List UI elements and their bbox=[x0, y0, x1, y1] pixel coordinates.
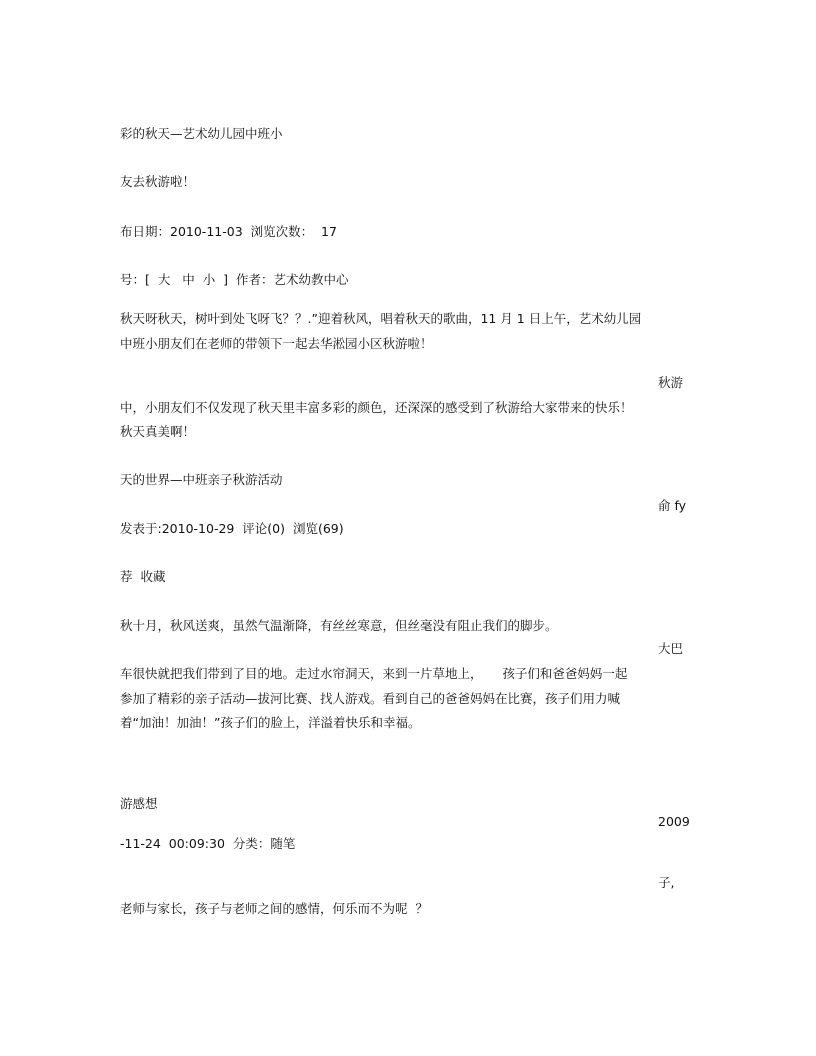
article3-date-category: -11-24 00:09:30 分类：随笔 bbox=[120, 836, 296, 851]
article2-paragraph2-right-fragment: 大巴 bbox=[658, 641, 684, 656]
article3-paragraph-right-fragment: 子, bbox=[658, 875, 675, 890]
article1-title-line1: 彩的秋天—艺术幼儿园中班小 bbox=[120, 126, 283, 141]
article1-paragraph1-line2: 中班小朋友们在老师的带领下一起去华淞园小区秋游啦！ bbox=[120, 336, 433, 351]
article1-title-line2: 友去秋游啦！ bbox=[120, 174, 196, 189]
article1-publish-info: 布日期：2010-11-03 浏览次数： 17 bbox=[120, 224, 337, 239]
article1-paragraph2-line2: 秋天真美啊！ bbox=[120, 424, 196, 439]
article2-recommend-favorite: 荐 收藏 bbox=[120, 569, 166, 584]
article2-meta-info: 发表于:2010-10-29 评论(0) 浏览(69) bbox=[120, 521, 344, 536]
article2-paragraph1: 秋十月，秋风送爽，虽然气温渐降，有丝丝寒意，但丝毫没有阻止我们的脚步。 bbox=[120, 618, 558, 633]
article1-font-size-author: 号：[ 大 中 小 ] 作者：艺术幼教中心 bbox=[120, 272, 349, 287]
article3-date-fragment: 2009 bbox=[658, 814, 690, 829]
article3-title: 游感想 bbox=[120, 796, 158, 811]
article2-author-fragment: 俞 fy bbox=[658, 498, 687, 513]
article1-paragraph1-line1: 秋天呀秋天，树叶到处飞呀飞？？.”迎着秋风，唱着秋天的歌曲，11 月 1 日上午，艺术幼儿园 bbox=[120, 311, 642, 326]
article3-paragraph-line1: 老师与家长，孩子与老师之间的感情，何乐而不为呢 ？ bbox=[120, 901, 428, 916]
article2-title: 天的世界—中班亲子秋游活动 bbox=[120, 472, 283, 487]
article2-paragraph2-line1: 车很快就把我们带到了目的地。走过水帘洞天，来到一片草地上， 孩子们和爸爸妈妈一起 bbox=[120, 666, 628, 681]
article2-paragraph2-line2: 参加了精彩的亲子活动—拔河比赛、找人游戏。看到自己的爸爸妈妈在比赛，孩子们用力喊 bbox=[120, 691, 621, 706]
article1-paragraph2-right-fragment: 秋游 bbox=[658, 375, 684, 390]
article1-paragraph2-line1: 中，小朋友们不仅发现了秋天里丰富多彩的颜色，还深深的感受到了秋游给大家带来的快乐！ bbox=[120, 400, 633, 415]
article2-paragraph2-line3: 着“加油！加油！”孩子们的脸上，洋溢着快乐和幸福。 bbox=[120, 715, 421, 730]
